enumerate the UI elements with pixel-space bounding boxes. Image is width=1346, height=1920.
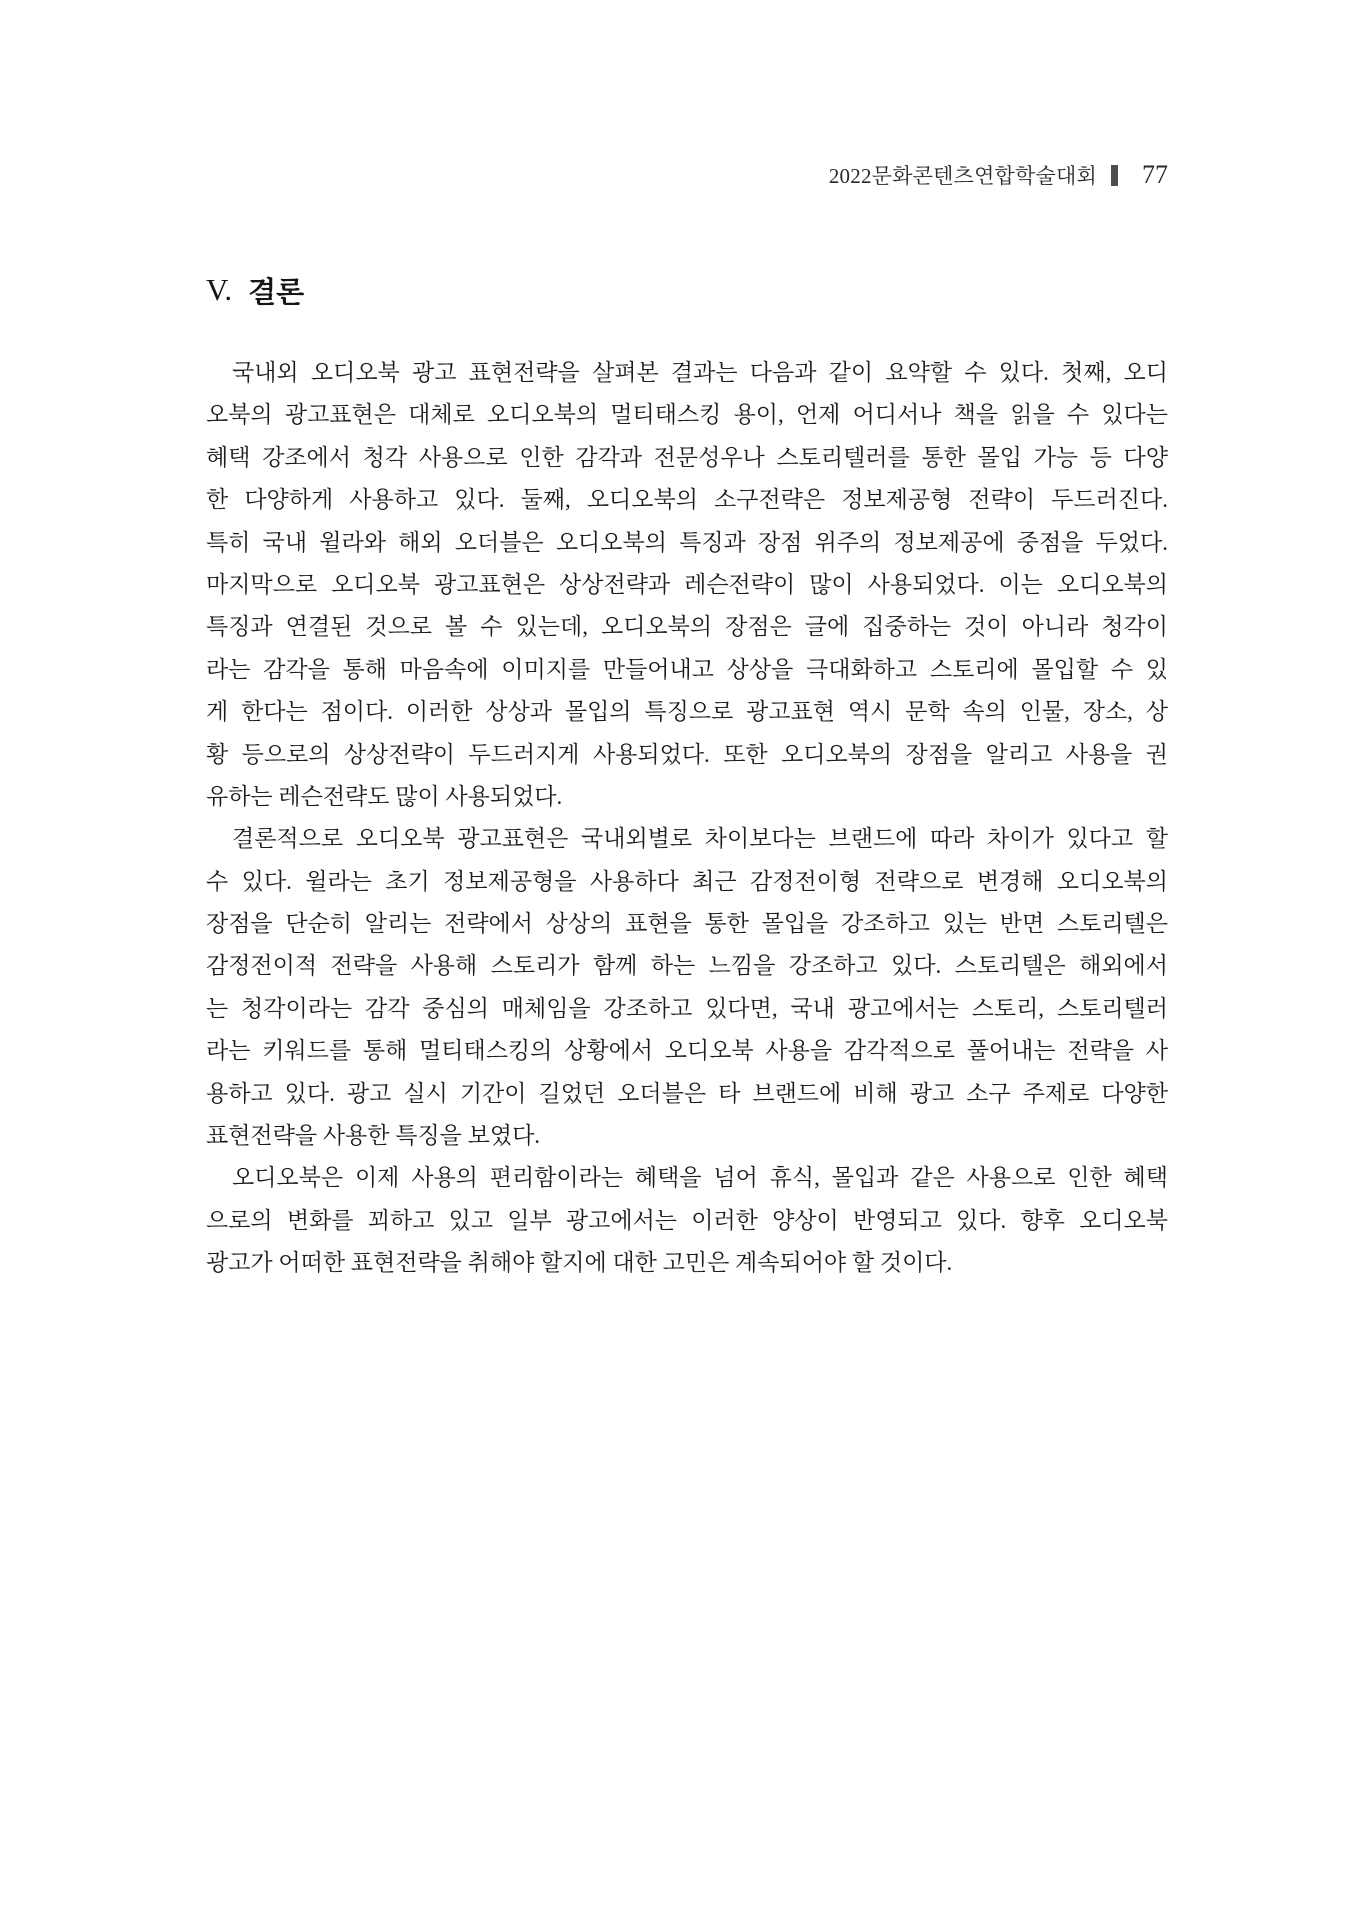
paragraph-line: 황 등으로의 상상전략이 두드러지게 사용되었다. 또한 오디오북의 장점을 알리고 사용을 권 <box>206 741 1168 767</box>
paragraph-line: 는 청각이라는 감각 중심의 매체임을 강조하고 있다면, 국내 광고에서는 스토리, 스토리텔러 <box>206 995 1168 1021</box>
paragraph-line: 광고가 어떠한 표현전략을 취해야 할지에 대한 고민은 계속되어야 할 것이다. <box>206 1250 953 1276</box>
body-text <box>206 352 1168 1285</box>
paragraph-line: 라는 감각을 통해 마음속에 이미지를 만들어내고 상상을 극대화하고 스토리에 몰입할 수 있 <box>206 656 1168 682</box>
paragraph <box>206 352 1168 818</box>
section-heading <box>206 270 304 310</box>
paragraph-line: 특히 국내 윌라와 해외 오더블은 오디오북의 특징과 장점 위주의 정보제공에 중점을 두었다. <box>206 529 1168 555</box>
paragraph-line: 게 한다는 점이다. 이러한 상상과 몰입의 특징으로 광고표현 역시 문학 속의 인물, 장소, 상 <box>206 699 1168 725</box>
paragraph-line: 국내외 오디오북 광고 표현전략을 살펴본 결과는 다음과 같이 요약할 수 있다. 첫째, 오디 <box>232 360 1168 385</box>
paragraph-line: 특징과 연결된 것으로 볼 수 있는데, 오디오북의 장점은 글에 집중하는 것이 아니라 청각이 <box>206 614 1168 640</box>
running-header <box>829 156 1168 194</box>
paragraph-line: 유하는 레슨전략도 많이 사용되었다. <box>206 783 563 809</box>
paragraph <box>206 818 1168 1157</box>
paragraph-line: 마지막으로 오디오북 광고표현은 상상전략과 레슨전략이 많이 사용되었다. 이는 오디오북의 <box>206 571 1168 597</box>
paragraph-line: 오디오북은 이제 사용의 편리함이라는 혜택을 넘어 휴식, 몰입과 같은 사용으로 인한 혜택 <box>232 1165 1168 1191</box>
section-number: V. <box>206 272 233 307</box>
paragraph-line: 용하고 있다. 광고 실시 기간이 길었던 오더블은 타 브랜드에 비해 광고 소구 주제로 다양한 <box>206 1080 1168 1106</box>
header-separator-bar <box>1111 165 1118 186</box>
page-number: 77 <box>1142 160 1168 189</box>
section-title: 결론 <box>248 276 305 309</box>
paragraph-line: 혜택 강조에서 청각 사용으로 인한 감각과 전문성우나 스토리텔러를 통한 몰입 가능 등 다양 <box>206 444 1168 470</box>
paragraph-line: 라는 키워드를 통해 멀티태스킹의 상황에서 오디오북 사용을 감각적으로 풀어내는 전략을 사 <box>206 1038 1168 1064</box>
paragraph-line: 결론적으로 오디오북 광고표현은 국내외별로 차이보다는 브랜드에 따라 차이가 있다고 할 <box>232 826 1168 852</box>
paragraph-line: 오북의 광고표현은 대체로 오디오북의 멀티태스킹 용이, 언제 어디서나 책을 읽을 수 있다는 <box>206 402 1168 428</box>
conference-title: 2022문화콘텐츠연합학술대회 <box>828 164 1097 188</box>
paragraph-line: 표현전략을 사용한 특징을 보였다. <box>206 1123 541 1149</box>
paragraph-line: 으로의 변화를 꾀하고 있고 일부 광고에서는 이러한 양상이 반영되고 있다. 향후 오디오북 <box>206 1207 1168 1233</box>
paragraph-line: 감정전이적 전략을 사용해 스토리가 함께 하는 느낌을 강조하고 있다. 스토리텔은 해외에서 <box>206 953 1168 979</box>
paragraph-line: 장점을 단순히 알리는 전략에서 상상의 표현을 통한 몰입을 강조하고 있는 반면 스토리텔은 <box>206 911 1168 937</box>
paragraph-line: 한 다양하게 사용하고 있다. 둘째, 오디오북의 소구전략은 정보제공형 전략이 두드러진다. <box>206 487 1168 513</box>
paragraph-line: 수 있다. 윌라는 초기 정보제공형을 사용하다 최근 감정전이형 전략으로 변경해 오디오북의 <box>206 868 1168 894</box>
paragraph <box>206 1157 1168 1284</box>
